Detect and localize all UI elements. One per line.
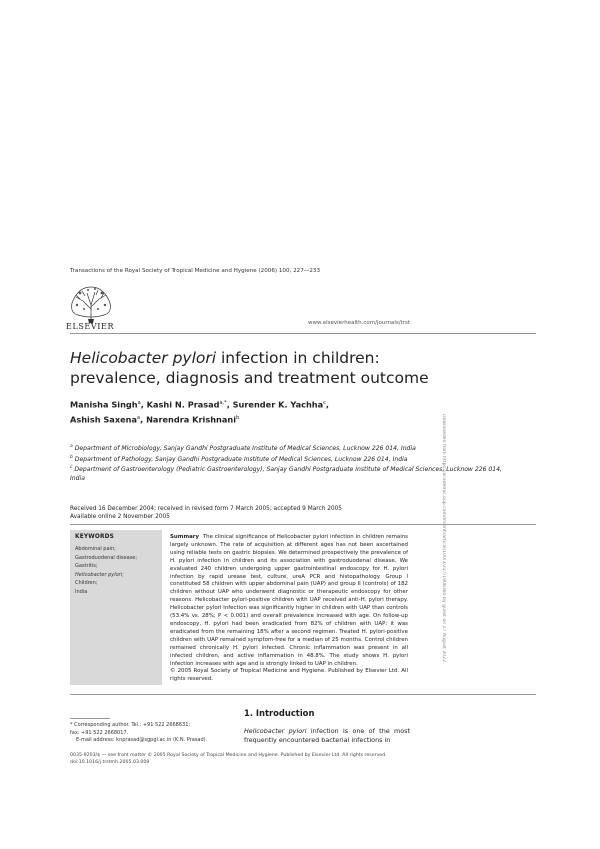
- author: Manisha Singh: [70, 399, 138, 410]
- introduction-heading: 1. Introduction: [244, 708, 315, 718]
- received-date: Received 16 December 2004; received in revised form 7 March 2005; accepted 9 March 2005: [70, 506, 342, 512]
- intro-italic: Helicobacter pylori: [244, 727, 307, 735]
- author-list: Manisha Singh$^a$, Kashi N. Prasad$^{a,*}$, Surender K. Yachha$^c$, Ashish Saxena$^a$, Narendra Krishnani$^b$: [70, 399, 330, 425]
- header-rule: [70, 333, 536, 334]
- affiliation-sup: c: [70, 465, 73, 471]
- keyword: Helicobacter pylori;: [75, 571, 124, 578]
- title-line2: prevalence, diagnosis and treatment outcome: [70, 369, 429, 387]
- abstract-summary: [170, 534, 408, 684]
- keyword: India: [75, 588, 88, 595]
- author-sup: a: [137, 400, 141, 406]
- keyword: Gastroduodenal disease;: [75, 554, 138, 561]
- affiliation-text: Department of Gastroenterology (Pediatric Gastroenterology), Sanjay Gandhi Postgraduate Institute of Medical Sciences, Lucknow 226 014, India: [70, 466, 502, 483]
- download-watermark: [436, 414, 446, 664]
- author-sup: c: [323, 400, 326, 406]
- affiliation-sup: b: [70, 454, 73, 460]
- journal-url[interactable]: www.elsevierhealth.com/journals/trst: [308, 320, 411, 326]
- available-date: Available online 2 November 2005: [70, 514, 170, 520]
- affiliation-text: Department of Pathology, Sanjay Gandhi Postgraduate Institute of Medical Sciences, Lucknow 226 014, India: [74, 455, 408, 463]
- summary-label: Summary: [170, 534, 200, 540]
- author-sup: a: [137, 414, 141, 421]
- abstract-bottom-rule: [70, 694, 536, 695]
- keyword: Abdominal pain;: [75, 546, 116, 552]
- article-title: [70, 348, 490, 388]
- author: Surender K. Yachha: [232, 399, 324, 410]
- affiliation-sup: a: [70, 444, 73, 449]
- keywords-heading: KEYWORDS: [75, 534, 115, 540]
- title-italic: Helicobacter pylori: [70, 349, 217, 367]
- article-dates: [70, 505, 342, 521]
- keyword: Children;: [75, 580, 98, 586]
- author-sup: b: [236, 414, 240, 421]
- author: Ashish Saxena: [70, 414, 138, 425]
- corr-line2: fax: +91 522 2668017.: [70, 729, 129, 736]
- keyword: Gastritis;: [75, 563, 98, 569]
- author-sup: a,*: [219, 400, 227, 406]
- correspondence-footnote: [70, 718, 230, 745]
- title-line1-rest: infection in children:: [216, 349, 380, 367]
- affiliation-text: Department of Microbiology, Sanjay Gandhi Postgraduate Institute of Medical Sciences, Lucknow 226 014, India: [74, 445, 416, 453]
- intro-body: infection is one of the most frequently encountered bacterial infections in: [244, 727, 410, 745]
- summary-text: The clinical significance of Helicobacter pylori infection in children remains largely unknown. The rate of acquisition at different ages has not been ascertained using reliable tests on gastric biopsies. We determined prospectively the prevalence of H. pylori infection in children and its association with gastroduodenal disease. We evaluated 240 children undergoing upper gastrointestinal endoscopy for H. pylori infection by rapid urease test, culture, ureA PCR and histopathology. Group I constituted 58 children with upper abdominal pain (UAP) and group II (controls) of 182 children without UAP who underwent diagnostic or therapeutic endoscopy for other reasons. Helicobacter pylori-positive children with UAP received anti-H. pylori therapy. Helicobacter pylori infection was significantly higher in children with UAP than controls (53.4% vs. 28%; P < 0.001) and overall prevalence increased with age. On follow-up endoscopy, H. pylori had been eradicated from 82% of children with UAP; it was eradicated from the remaining 18% after a second regimen. Treated H. pylori-positive children with UAP remained symptom-free for a median of 25 months. Control children remained chronically H. pylori infected. Chronic inflammation was present in all infected children, and active inflammation in 48.8%. The study shows H. pylori infection increases with age and is strongly linked to UAP in children.: [170, 534, 408, 667]
- footnote-divider: [70, 718, 110, 719]
- corr-line1: * Corresponding author. Tel.: +91 522 2668631;: [70, 722, 191, 728]
- journal-citation: Transactions of the Royal Society of Tropical Medicine and Hygiene (2006) 100, 227—233: [70, 268, 321, 274]
- author: Narendra Krishnani: [146, 414, 237, 425]
- download-watermark-text: Downloaded from https://academic.oup.com/trstmh/article/100/3/227/1908380 by guest on 17 August 2022: [441, 414, 446, 647]
- summary-copyright: © 2005 Royal Society of Tropical Medicine and Hygiene. Published by Elsevier Ltd. All rights reserved.: [170, 668, 408, 683]
- page-footer: [70, 752, 410, 767]
- footer-copyright: 0035-9203/$ — see front matter © 2005 Royal Society of Tropical Medicine and Hygiene. Published by Elsevier Ltd. All rights reserved.: [70, 753, 387, 758]
- keywords-list: [75, 545, 137, 596]
- abstract-rule: [70, 524, 536, 525]
- elsevier-wordmark: ELSEVIER: [66, 322, 115, 331]
- footer-doi[interactable]: doi:10.1016/j.trstmh.2005.03.009: [70, 760, 150, 766]
- author: Kashi N. Prasad: [146, 399, 220, 410]
- corr-line3: E-mail address: knprasad@sgpgi.ac.in (K.N. Prasad).: [76, 737, 208, 744]
- introduction-text: [244, 727, 410, 746]
